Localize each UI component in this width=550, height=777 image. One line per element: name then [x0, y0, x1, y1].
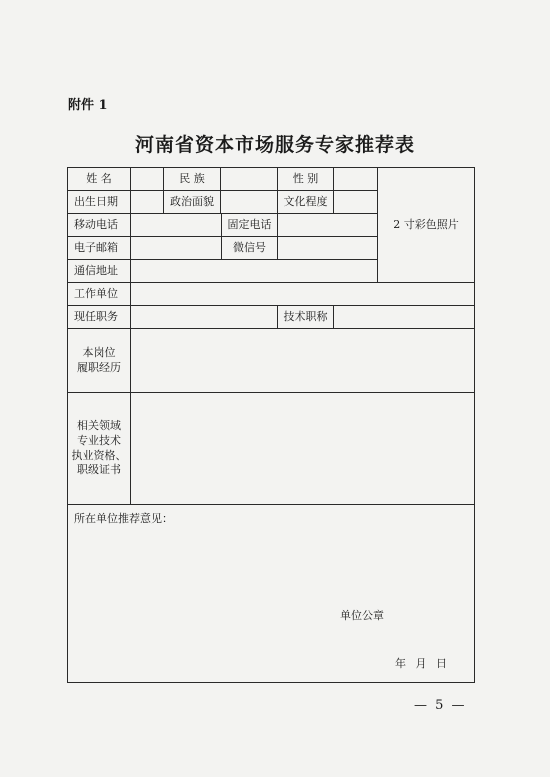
political-status-field[interactable]	[220, 190, 278, 214]
email-label: 电子邮箱	[67, 236, 131, 260]
landline-field[interactable]	[277, 213, 378, 237]
certificates-label-line: 专业技术	[77, 433, 121, 447]
name-label: 姓 名	[67, 167, 131, 191]
ethnicity-label: 民 族	[163, 167, 221, 191]
job-history-label-line: 履职经历	[77, 360, 121, 374]
certificates-label-line: 执业资格、	[71, 448, 127, 462]
mobile-field[interactable]	[130, 213, 222, 237]
attachment-label: 附件 1	[68, 98, 108, 113]
page-title: 河南省资本市场服务专家推荐表	[134, 134, 415, 156]
ethnicity-field[interactable]	[220, 167, 278, 191]
certificates-field[interactable]	[130, 392, 475, 505]
page-number: — 5 —	[414, 698, 467, 713]
technical-title-label: 技术职称	[277, 305, 334, 329]
certificates-label-line: 职级证书	[77, 463, 121, 477]
email-field[interactable]	[130, 236, 222, 260]
political-status-label: 政治面貌	[163, 190, 221, 214]
gender-field[interactable]	[333, 167, 378, 191]
technical-title-field[interactable]	[333, 305, 475, 329]
wechat-field[interactable]	[277, 236, 378, 260]
education-field[interactable]	[333, 190, 378, 214]
recommendation-form-table	[67, 167, 475, 683]
name-field[interactable]	[130, 167, 164, 191]
current-position-label: 现任职务	[67, 305, 131, 329]
date-label: 年 月 日	[395, 657, 447, 670]
birth-date-label: 出生日期	[67, 190, 131, 214]
employer-field[interactable]	[130, 282, 475, 306]
employer-label: 工作单位	[67, 282, 131, 306]
birth-date-field[interactable]	[130, 190, 164, 214]
wechat-label: 微信号	[221, 236, 278, 260]
certificates-label	[67, 392, 131, 505]
certificates-label-line: 相关领域	[77, 418, 121, 432]
address-field[interactable]	[130, 259, 378, 283]
recommendation-box[interactable]	[67, 504, 475, 683]
mobile-label: 移动电话	[67, 213, 131, 237]
gender-label: 性 别	[277, 167, 334, 191]
recommendation-label: 所在单位推荐意见：	[74, 512, 173, 525]
seal-label: 单位公章	[340, 609, 384, 622]
address-label: 通信地址	[67, 259, 131, 283]
photo-box[interactable]: 2 寸彩色照片	[377, 167, 475, 283]
job-history-label-line: 本岗位	[82, 345, 116, 359]
landline-label: 固定电话	[221, 213, 278, 237]
current-position-field[interactable]	[130, 305, 278, 329]
education-label: 文化程度	[277, 190, 334, 214]
job-history-label	[67, 328, 131, 393]
job-history-field[interactable]	[130, 328, 475, 393]
